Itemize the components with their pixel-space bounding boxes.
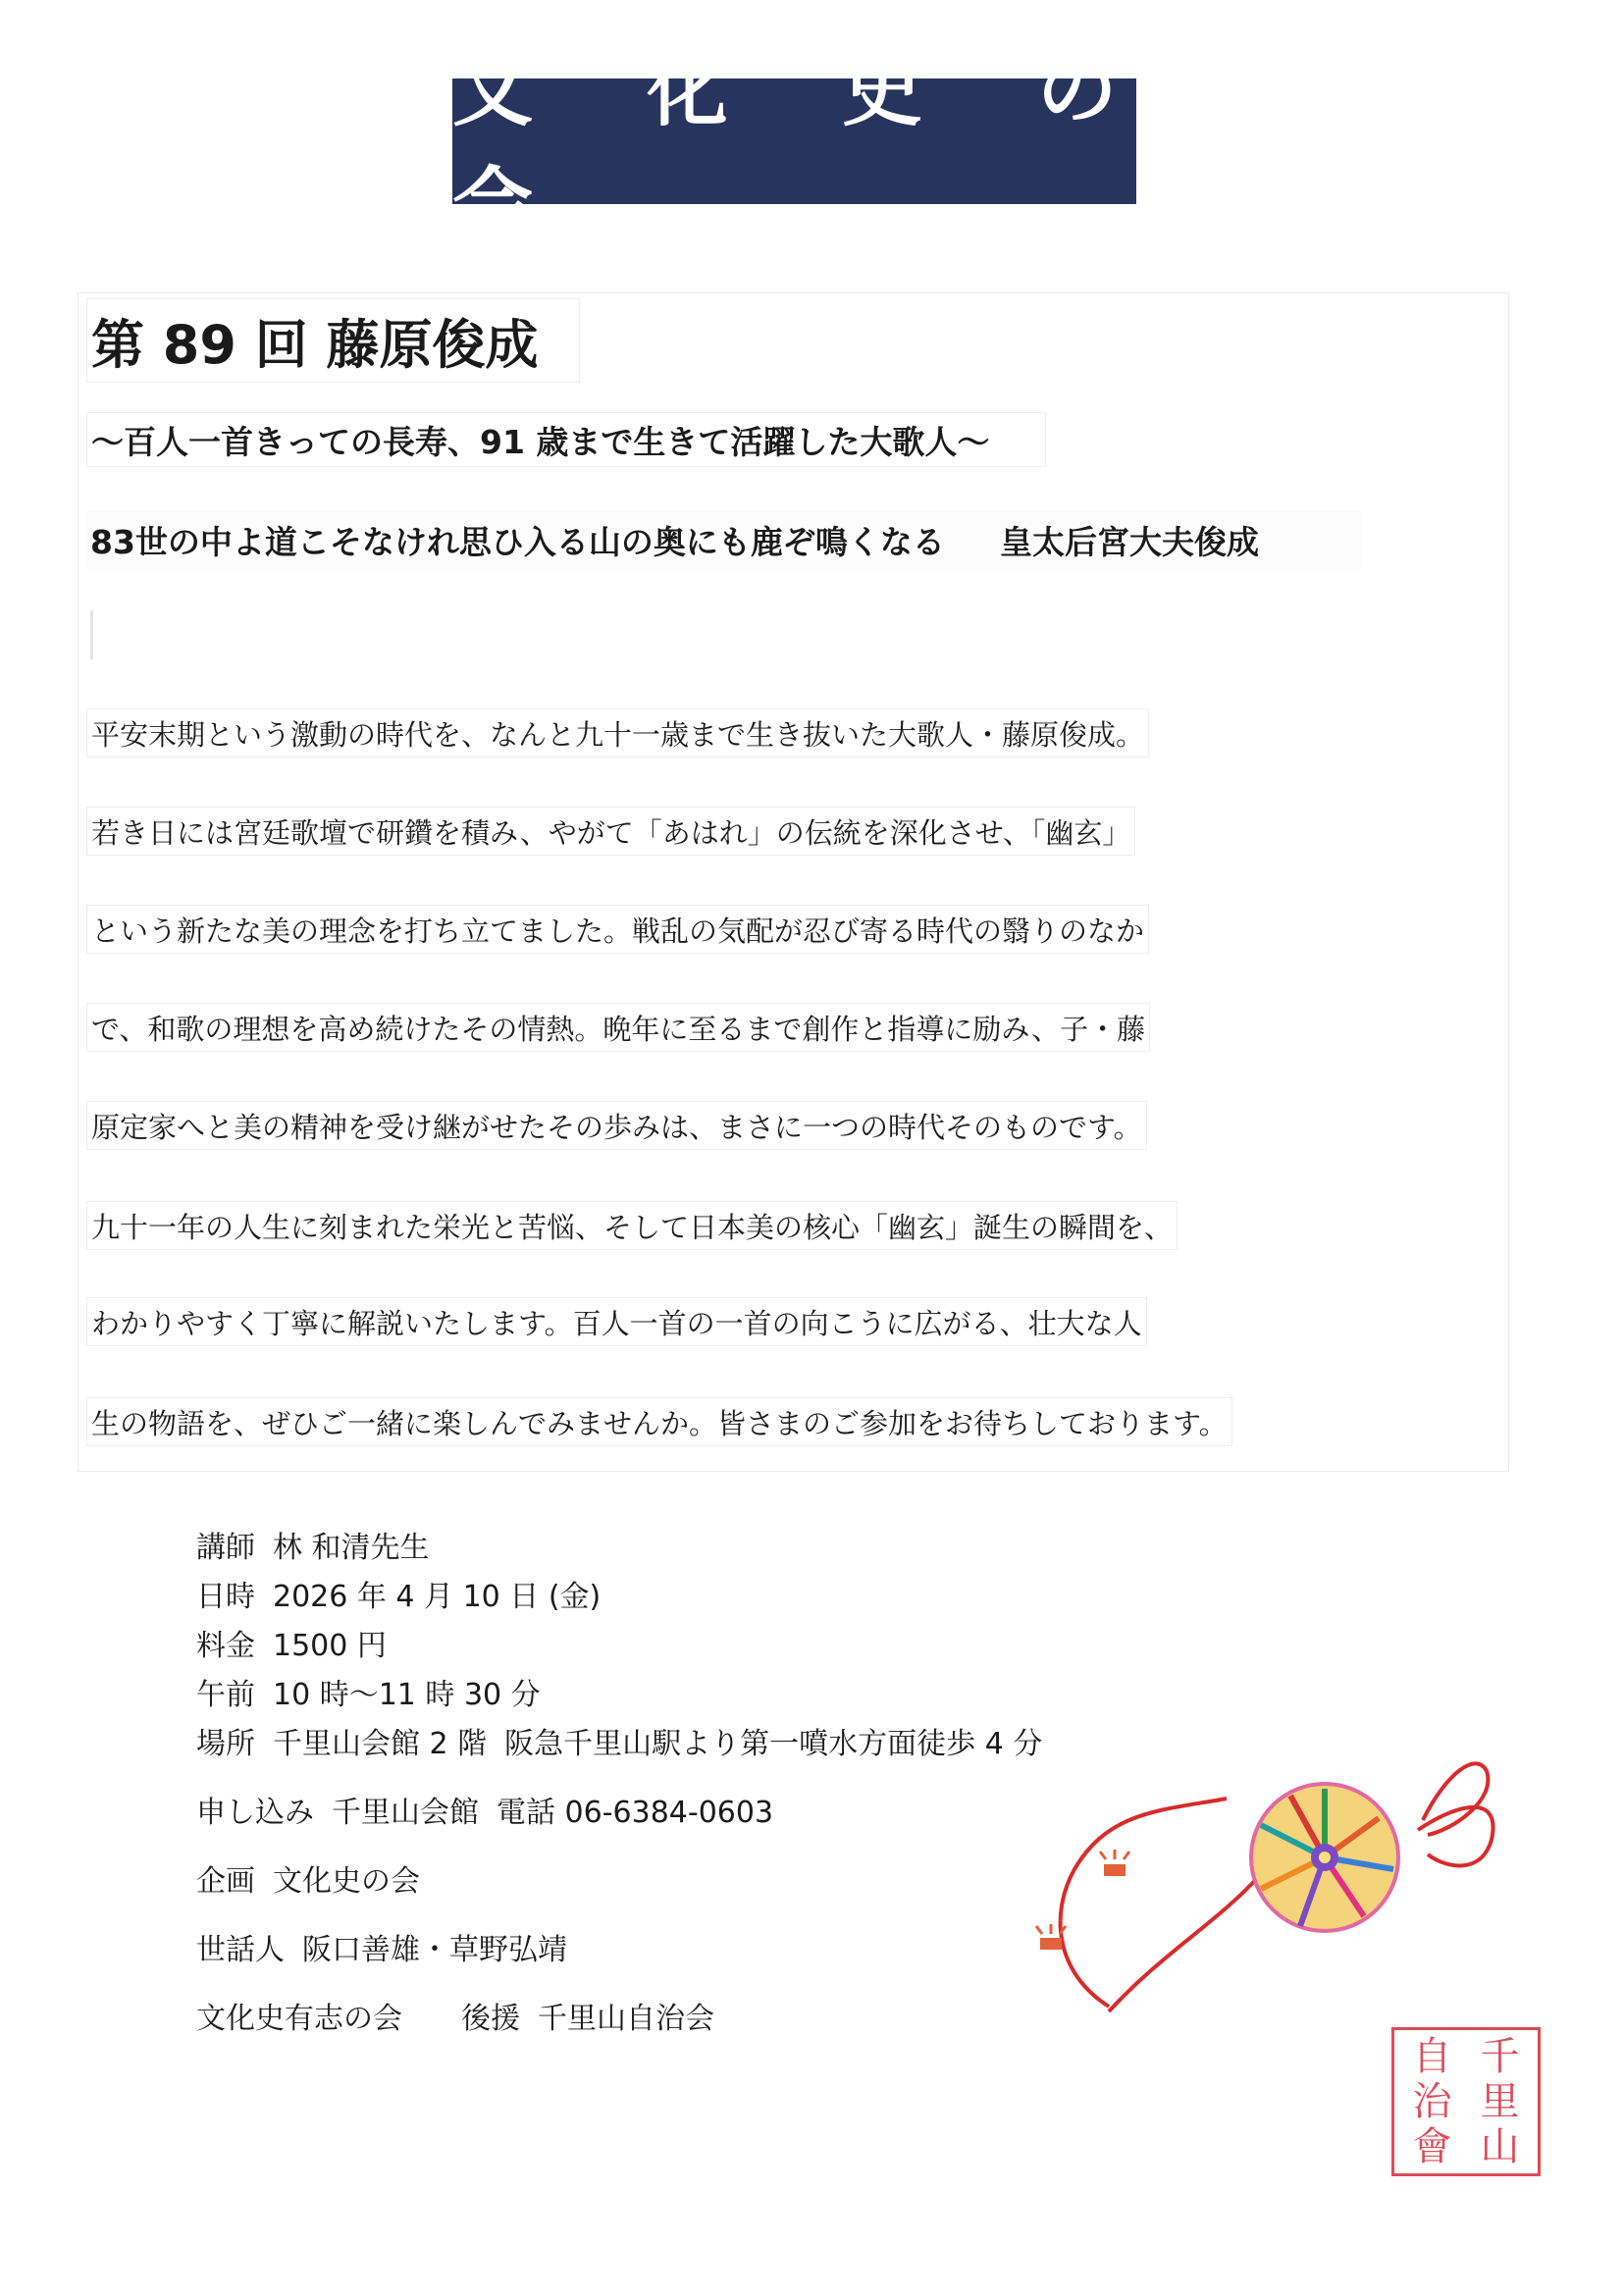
- seal-char: 治: [1412, 2079, 1452, 2124]
- body-line: で、和歌の理想を高め続けたその情熱。晩年に至るまで創作と指導に励み、子・藤: [86, 1003, 1150, 1052]
- support-label: 後援: [461, 2002, 520, 2036]
- seal-char: 會: [1412, 2124, 1452, 2169]
- support-value: 千里山自治会: [538, 2002, 714, 2036]
- phone-value: 電話 06-6384-0603: [497, 1796, 774, 1830]
- seal-char: 自: [1412, 2034, 1452, 2079]
- organizer-names: 阪口善雄・草野弘靖: [302, 1933, 567, 1967]
- fee-value: 1500 円: [273, 1629, 387, 1663]
- page-title: 文 化 史 の 会: [452, 44, 1161, 252]
- date-label: 日時: [196, 1580, 255, 1614]
- body-line: 原定家へと美の精神を受け継がせたその歩みは、まさに一つの時代そのものです。: [86, 1101, 1147, 1150]
- cord-lower: [1109, 1874, 1261, 2011]
- apply-place: 千里山会館: [332, 1796, 479, 1830]
- info-support: [196, 1994, 714, 2037]
- lecturer-name: 林 和清先生: [273, 1531, 430, 1565]
- body-line: という新たな美の理念を打ち立てました。戦乱の気配が忍び寄る時代の翳りのなか: [86, 905, 1149, 954]
- cord-loop-1: [1423, 1763, 1488, 1835]
- time-label: 午前: [196, 1678, 255, 1712]
- lecture-subtitle: ～百人一首きっての長寿、91 歳まで生きて活躍した大歌人～: [86, 412, 1046, 467]
- info-apply: [196, 1788, 773, 1831]
- group-name: 文化史有志の会: [196, 2002, 402, 2036]
- info-lecturer: [196, 1523, 430, 1566]
- organizer-label: 世話人: [196, 1933, 285, 1967]
- time-value: 10 時～11 時 30 分: [273, 1678, 541, 1712]
- association-seal: [1391, 2027, 1541, 2176]
- info-fee: [196, 1621, 387, 1664]
- info-organizers: [196, 1925, 567, 1968]
- fee-label: 料金: [196, 1629, 255, 1663]
- seal-char: 千: [1480, 2034, 1520, 2079]
- seal-char: 山: [1480, 2124, 1520, 2169]
- access-value: 阪急千里山駅より第一噴水方面徒歩 4 分: [504, 1727, 1043, 1761]
- seal-char: 里: [1480, 2079, 1520, 2124]
- title-banner: [452, 44, 1161, 252]
- poem-author: 皇太后宮大夫俊成: [999, 522, 1259, 561]
- info-place: [196, 1719, 1042, 1762]
- poem-line: [86, 510, 1362, 569]
- plan-value: 文化史の会: [273, 1864, 420, 1899]
- poem-text: 83世の中よ道こそなけれ思ひ入る山の奥にも鹿ぞ鳴くなる: [90, 522, 945, 561]
- body-line: 平安末期という激動の時代を、なんと九十一歳まで生き抜いた大歌人・藤原俊成。: [86, 708, 1149, 757]
- plan-label: 企画: [196, 1864, 255, 1899]
- info-plan: [196, 1856, 420, 1900]
- body-line: 若き日には宮廷歌壇で研鑽を積み、やがて「あはれ」の伝統を深化させ、「幽玄」: [86, 807, 1135, 856]
- lecture-heading: 第 89 回 藤原俊成: [86, 298, 580, 383]
- place-label: 場所: [196, 1727, 255, 1761]
- body-line: 生の物語を、ぜひご一緒に楽しんでみませんか。皆さまのご参加をお待ちしております。: [86, 1397, 1232, 1446]
- place-value: 千里山会館 2 階: [273, 1727, 488, 1761]
- text-cursor-mark: [90, 610, 93, 659]
- apply-label: 申し込み: [196, 1796, 314, 1830]
- body-line: わかりやすく丁寧に解説いたします。百人一首の一首の向こうに広がる、壮大な人: [86, 1297, 1147, 1346]
- lecturer-label: 講師: [196, 1531, 255, 1565]
- date-value: 2026 年 4 月 10 日 (金): [273, 1580, 602, 1614]
- body-line: 九十一年の人生に刻まれた栄光と苦悩、そして日本美の核心「幽玄」誕生の瞬間を、: [86, 1201, 1178, 1250]
- info-date: [196, 1572, 601, 1615]
- tassel-top: [1100, 1850, 1129, 1876]
- info-time: [196, 1670, 541, 1713]
- content-frame: [78, 292, 1509, 1472]
